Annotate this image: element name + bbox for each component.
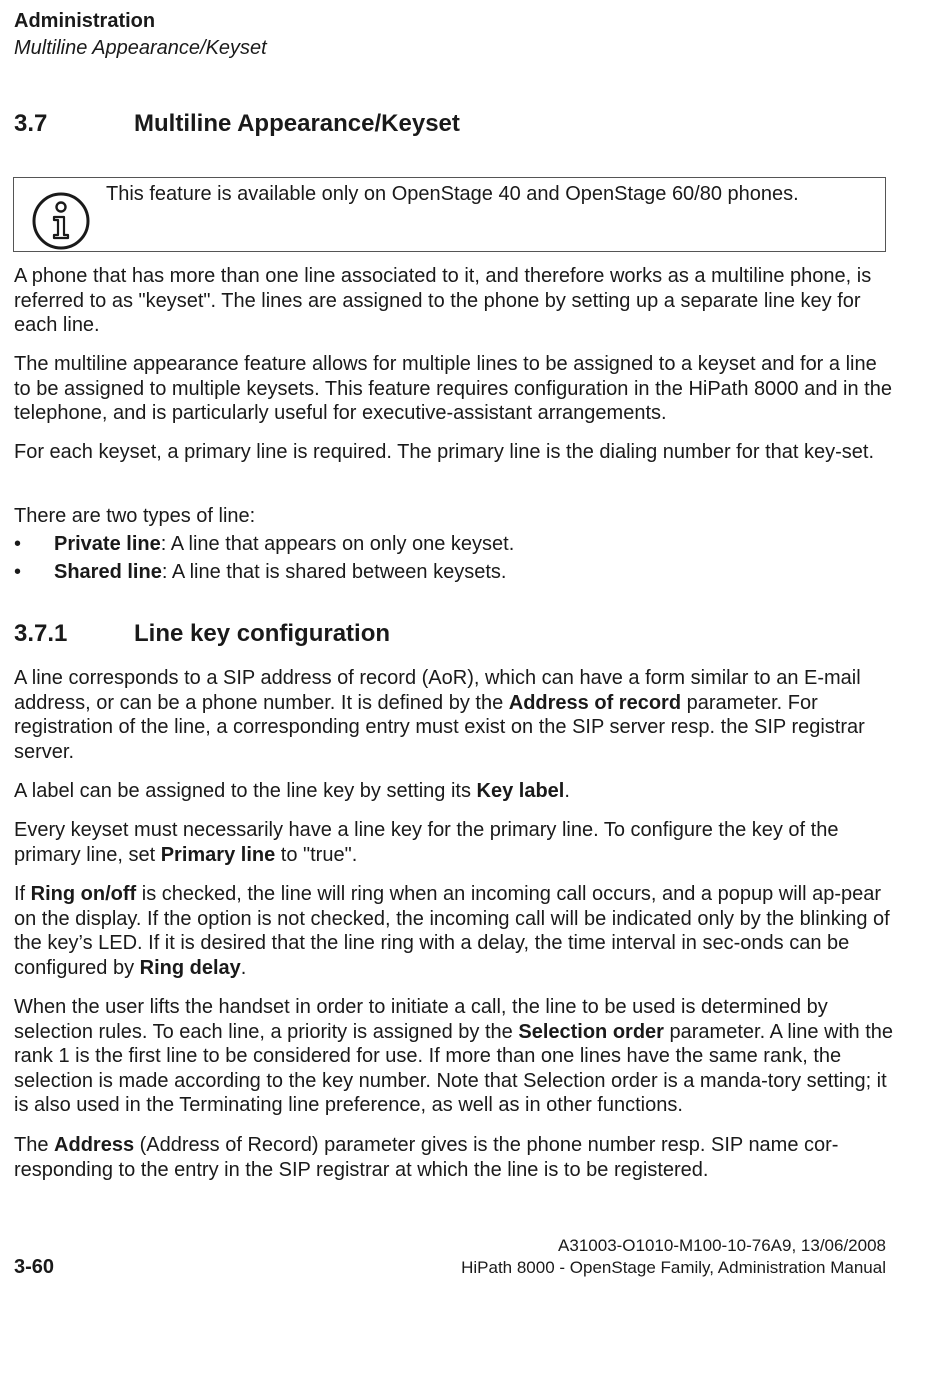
footer-manual-title: HiPath 8000 - OpenStage Family, Administration Manual [461,1258,886,1277]
list-item: • Shared line: A line that is shared between keysets. [14,561,507,583]
bullet-text: : A line that is shared between keysets. [161,561,507,583]
info-note-box [13,177,886,252]
paragraph-primary-line: For each keyset, a primary line is required. The primary line is the dialing number for that key-set. [14,441,874,463]
subsection-heading [14,620,390,648]
paragraph-ring: If Ring on/off is checked, the line will ring when an incoming call occurs, and a popup will ap-pear on the display. If the option is not checked, the incoming call will be indicated only by the blinking of the key’s LED. If it is desired that the line ring with a delay, the time interval in sec-onds can be configured by Ring delay. [14,883,890,979]
paragraph-primary-line-key: Every keyset must necessarily have a line key for the primary line. To configure the key of the primary line, set Primary line to "true". [14,819,839,866]
bullet-term: Shared line [54,561,162,583]
paragraph-selection-order: When the user lifts the handset in order to initiate a call, the line to be used is determined by selection rules. To each line, a priority is assigned by the Selection order parameter. A line with the rank 1 is the first line to be considered for use. If more than one lines have the same rank, the selection is made according to the key number. Note that Selection order is a manda-tory setting; it is also used in the Terminating line preference, as well as in other functions. [14,996,893,1117]
list-item: • Private line: A line that appears on only one keyset. [14,533,515,555]
subsection-title: Line key configuration [134,620,391,647]
footer-page-number: 3-60 [14,1256,55,1278]
subsection-number: 3.7.1 [14,620,68,647]
bullet-term: Private line [54,533,161,555]
section-heading [14,110,460,138]
running-header-title: Administration [14,10,156,32]
running-header-subtitle: Multiline Appearance/Keyset [14,37,267,59]
footer-document-id: A31003-O1010-M100-10-76A9, 13/06/2008 [558,1236,886,1255]
paragraph-aor: A line corresponds to a SIP address of record (AoR), which can have a form similar to an E-mail address, or can be a phone number. It is defined by the Address of record parameter. For registration of the line, a corresponding entry must exist on the SIP server resp. the SIP registrar server. [14,667,865,763]
paragraph-line-types: There are two types of line: [14,505,256,527]
paragraph-address: The Address (Address of Record) parameter gives is the phone number resp. SIP name cor-responding to the entry in the SIP registrar at which the line is to be registered. [14,1134,839,1181]
section-number: 3.7 [14,110,48,137]
bullet-text: : A line that appears on only one keyset. [160,533,515,555]
section-title: Multiline Appearance/Keyset [134,110,460,137]
paragraph-multiline-feature: The multiline appearance feature allows for multiple lines to be assigned to a keyset and for a line to be assigned to multiple keysets. This feature requires configuration in the HiPath 8000 and in the telephone, and is particularly useful for executive-assistant arrangements. [14,353,892,425]
info-icon [32,192,90,250]
paragraph-key-label: A label can be assigned to the line key by setting its Key label. [14,780,570,802]
paragraph-keyset-definition: A phone that has more than one line associated to it, and therefore works as a multiline phone, is referred to as "keyset". The lines are assigned to the phone by setting up a separate line key for each line. [14,265,872,337]
info-note-text: This feature is available only on OpenStage 40 and OpenStage 60/80 phones. [106,183,799,205]
